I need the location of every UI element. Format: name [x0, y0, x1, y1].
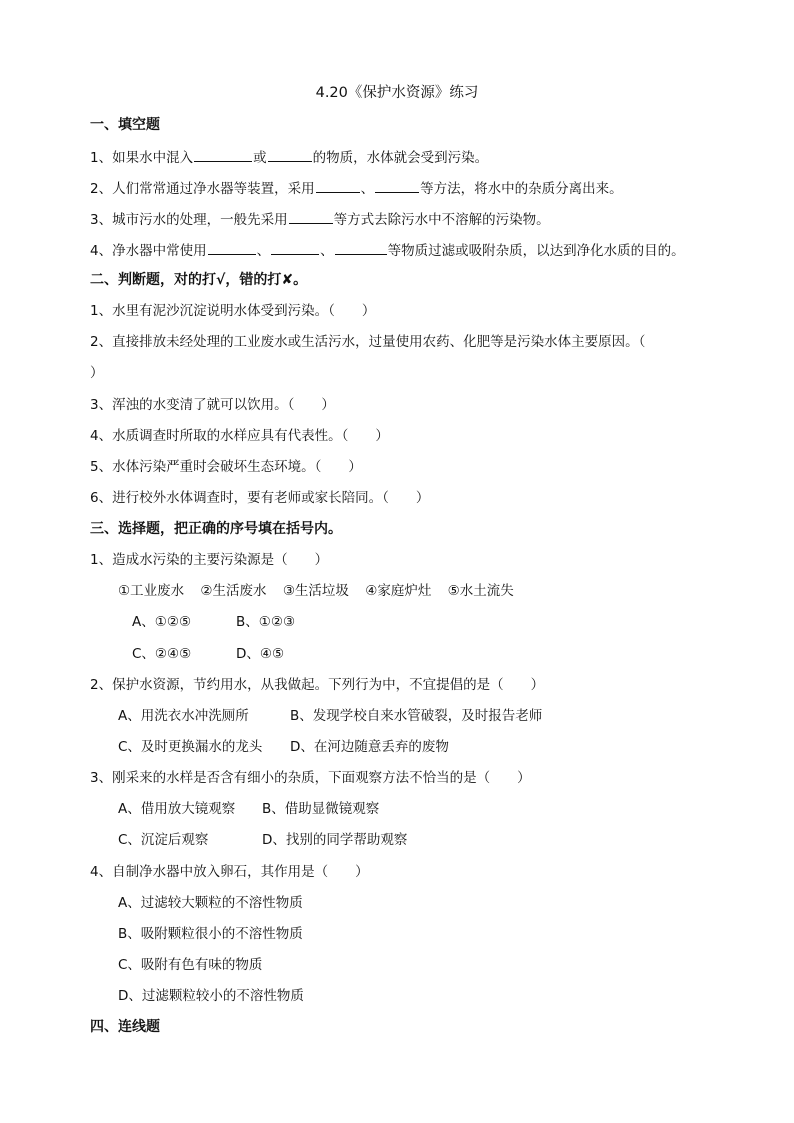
choice-option-d[interactable]: D、④⑤ — [236, 646, 285, 662]
choice-option-c[interactable]: C、吸附有色有味的物质 — [118, 957, 263, 973]
judge-question-6: 6、进行校外水体调查时，要有老师或家长陪同。（ ） — [90, 490, 430, 506]
source-item: ⑤水土流失 — [447, 583, 514, 599]
source-item: ③生活垃圾 — [282, 583, 349, 599]
text: 等方法，将水中的杂质分离出来。 — [420, 181, 623, 197]
page-title: 4.20《保护水资源》练习 — [315, 85, 479, 101]
answer-blank[interactable] — [194, 147, 252, 162]
choice-question-2-stem: 2、保护水资源，节约用水，从我做起。下列行为中，不宜提倡的是（ ） — [90, 677, 545, 693]
fill-question-3 — [90, 209, 550, 229]
section-heading-fill-blank: 一、填空题 — [90, 117, 160, 133]
judge-question-5: 5、水体污染严重时会破坏生态环境。（ ） — [90, 459, 362, 475]
fill-question-4 — [90, 240, 685, 260]
choice-option-a[interactable]: A、用洗衣水冲洗厕所 — [118, 708, 249, 724]
text: 3、城市污水的处理，一般先采用 — [90, 212, 288, 228]
text: 1、如果水中混入 — [90, 150, 194, 166]
choice-option-a[interactable]: A、借用放大镜观察 — [118, 801, 236, 817]
source-item: ①工业废水 — [118, 583, 185, 599]
text: 或 — [253, 150, 267, 166]
text: 等物质过滤或吸附杂质，以达到净化水质的目的。 — [387, 243, 685, 259]
answer-blank[interactable] — [271, 240, 319, 255]
choice-option-c[interactable]: C、②④⑤ — [132, 646, 192, 662]
text: 2、人们常常通过净水器等装置，采用 — [90, 181, 315, 197]
choice-question-1-stem: 1、造成水污染的主要污染源是（ ） — [90, 552, 329, 568]
answer-blank[interactable] — [316, 178, 360, 193]
judge-question-4: 4、水质调查时所取的水样应具有代表性。（ ） — [90, 428, 389, 444]
source-item: ②生活废水 — [200, 583, 267, 599]
section-heading-matching: 四、连线题 — [90, 1019, 160, 1035]
fill-question-2 — [90, 178, 623, 198]
choice-option-d[interactable]: D、过滤颗粒较小的不溶性物质 — [118, 988, 304, 1004]
choice-question-4-stem: 4、自制净水器中放入卵石，其作用是（ ） — [90, 864, 369, 880]
judge-question-3: 3、浑浊的水变清了就可以饮用。（ ） — [90, 397, 335, 413]
judge-question-2: 2、直接排放未经处理的工业废水或生活污水，过量使用农药、化肥等是污染水体主要原因。（ — [90, 334, 646, 350]
choice-option-b[interactable]: B、吸附颗粒很小的不溶性物质 — [118, 926, 303, 942]
text: 的物质，水体就会受到污染。 — [312, 150, 489, 166]
pollution-source-list — [118, 582, 514, 600]
choice-option-b[interactable]: B、发现学校自来水管破裂，及时报告老师 — [290, 708, 543, 724]
answer-blank[interactable] — [335, 240, 387, 255]
choice-option-c[interactable]: C、及时更换漏水的龙头 — [118, 739, 263, 755]
text: 、 — [360, 181, 375, 197]
choice-option-a[interactable]: A、①②⑤ — [132, 614, 192, 630]
answer-blank[interactable] — [289, 209, 333, 224]
judge-question-1: 1、水里有泥沙沉淀说明水体受到污染。（ ） — [90, 303, 376, 319]
fill-question-1 — [90, 147, 488, 167]
section-heading-multiple-choice: 三、选择题，把正确的序号填在括号内。 — [90, 521, 342, 537]
section-heading-true-false: 二、判断题，对的打√，错的打✘。 — [90, 272, 308, 288]
choice-option-c[interactable]: C、沉淀后观察 — [118, 832, 209, 848]
choice-option-b[interactable]: B、①②③ — [236, 614, 296, 630]
answer-blank[interactable] — [375, 178, 419, 193]
text: 4、净水器中常使用 — [90, 243, 207, 259]
answer-blank[interactable] — [268, 147, 312, 162]
judge-question-2-continued: ） — [90, 365, 104, 381]
choice-option-b[interactable]: B、借助显微镜观察 — [262, 801, 380, 817]
text: 、 — [320, 243, 334, 259]
choice-option-a[interactable]: A、过滤较大颗粒的不溶性物质 — [118, 895, 303, 911]
choice-question-3-stem: 3、刚采来的水样是否含有细小的杂质，下面观察方法不恰当的是（ ） — [90, 770, 531, 786]
answer-blank[interactable] — [208, 240, 256, 255]
text: 、 — [256, 243, 271, 259]
text: 等方式去除污水中不溶解的污染物。 — [333, 212, 550, 228]
choice-option-d[interactable]: D、找别的同学帮助观察 — [262, 832, 408, 848]
choice-option-d[interactable]: D、在河边随意丢弃的废物 — [290, 739, 449, 755]
source-item: ④家庭炉灶 — [365, 583, 432, 599]
